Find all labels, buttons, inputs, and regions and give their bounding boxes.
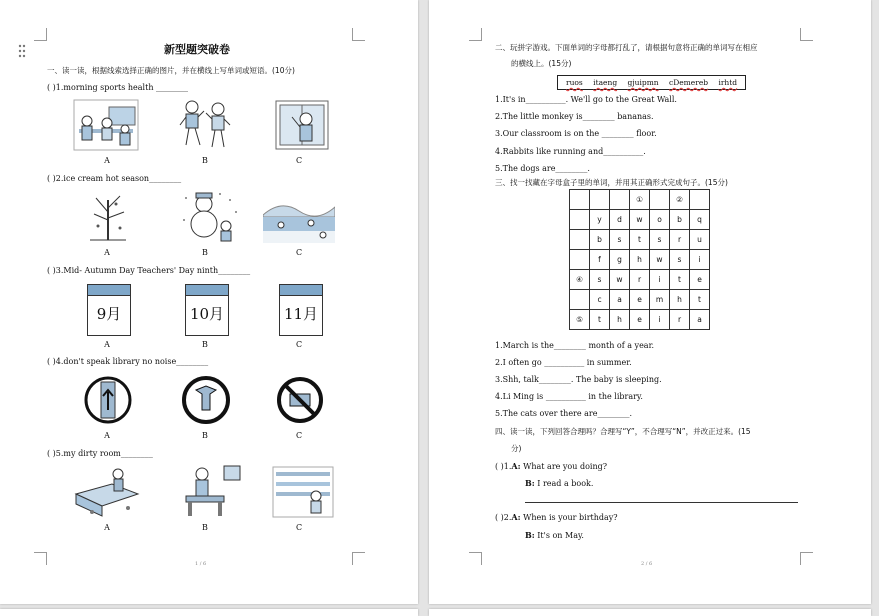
- dialog-1: ( )1.A: What are you doing?: [495, 461, 608, 471]
- scrambled-word: irhtd: [718, 78, 738, 87]
- grid-cell: [570, 290, 590, 310]
- section1-heading: 一、读一读，根据线索选择正确的图片，并在横线上写单词或短语。(10分): [47, 66, 295, 75]
- section3-item-2: 2.I often go __________ in summer.: [495, 358, 632, 367]
- classroom-picture: [73, 99, 139, 151]
- messy-room-picture: [72, 464, 142, 518]
- crop-mark: [800, 28, 813, 41]
- section2-heading: 二、玩拼字游戏。下面单词的字母都打乱了，请根据句意将正确的单词写在相应: [495, 43, 758, 52]
- grid-cell: i: [650, 310, 670, 330]
- option-b-label: B: [202, 248, 208, 257]
- dialog-1-answer: B: I read a book.: [525, 478, 594, 488]
- grid-cell: r: [670, 310, 690, 330]
- grid-cell: i: [690, 250, 710, 270]
- grid-cell: i: [650, 270, 670, 290]
- calendar-october-icon: 10月: [185, 284, 229, 336]
- calendar-november-icon: 11月: [279, 284, 323, 336]
- grid-cell: o: [650, 210, 670, 230]
- section4-heading: 四、读一读，下列回答合理吗？合理写“Y”，不合理写“N”，并改正过来。(15: [495, 427, 751, 436]
- supermarket-picture: [272, 466, 334, 518]
- exercising-kids-picture: [178, 99, 234, 151]
- grid-cell: [590, 190, 610, 210]
- grid-cell: d: [610, 210, 630, 230]
- no-noise-sign-icon: [276, 376, 324, 424]
- option-c-label: C: [295, 431, 303, 440]
- grid-cell: g: [610, 250, 630, 270]
- windy-tree-picture: [86, 190, 130, 242]
- option-b-label: B: [202, 156, 208, 165]
- section2-item-2: 2.The little monkey is________ bananas.: [495, 112, 654, 121]
- page-title: 新型题突破卷: [164, 43, 230, 56]
- grid-cell: s: [650, 230, 670, 250]
- grid-cell: h: [670, 290, 690, 310]
- grid-cell: y: [590, 210, 610, 230]
- document-page-3-top: [0, 609, 418, 616]
- grid-cell: [570, 190, 590, 210]
- document-page-4-top: [429, 609, 871, 616]
- grid-cell: t: [590, 310, 610, 330]
- grid-cell: ②: [670, 190, 690, 210]
- grid-cell: s: [590, 270, 610, 290]
- grid-cell: r: [630, 270, 650, 290]
- section2-item-5: 5.The dogs are________.: [495, 164, 590, 173]
- crop-mark: [34, 28, 47, 41]
- scrambled-word: ruos: [566, 78, 583, 87]
- page-number: 2 / 6: [641, 561, 653, 567]
- question-4: ( )4.don't speak library no noise________: [47, 357, 209, 366]
- question-3: ( )3.Mid- Autumn Day Teachers' Day ninth________: [47, 266, 251, 275]
- grid-cell: [610, 190, 630, 210]
- arrow-sign-icon: [84, 376, 132, 424]
- section3-item-5: 5.The cats over there are________.: [495, 409, 633, 418]
- grid-cell: e: [630, 290, 650, 310]
- section3-item-4: 4.Li Ming is __________ in the library.: [495, 392, 643, 401]
- option-c-label: C: [295, 156, 303, 165]
- answer-line[interactable]: [525, 502, 798, 503]
- grid-cell: ④: [570, 270, 590, 290]
- grid-cell: [570, 210, 590, 230]
- stamp-sign-icon: [182, 376, 230, 424]
- grid-cell: m: [650, 290, 670, 310]
- document-page-2: [429, 0, 871, 604]
- grid-cell: u: [690, 230, 710, 250]
- grid-cell: f: [590, 250, 610, 270]
- grid-cell: ⑤: [570, 310, 590, 330]
- grid-cell: b: [670, 210, 690, 230]
- grid-cell: w: [650, 250, 670, 270]
- question-1: ( )1.morning sports health ________: [47, 83, 189, 92]
- document-page-1: [0, 0, 418, 604]
- option-c-label: C: [295, 523, 303, 532]
- drag-handle-icon[interactable]: [18, 44, 26, 58]
- section3-heading: 三、找一找藏在字母盒子里的单词，并用其正确形式完成句子。(15分): [495, 178, 728, 187]
- grid-cell: s: [670, 250, 690, 270]
- letter-grid: [569, 189, 710, 330]
- beach-picture: [263, 193, 335, 243]
- grid-cell: c: [590, 290, 610, 310]
- crop-mark: [800, 552, 813, 565]
- question-5: ( )5.my dirty room________: [47, 449, 153, 458]
- grid-cell: h: [610, 310, 630, 330]
- scrambled-word-box: [557, 75, 746, 90]
- crop-mark: [34, 552, 47, 565]
- option-a-label: A: [104, 156, 110, 165]
- window-boy-picture: [274, 99, 330, 151]
- option-a-label: A: [104, 248, 110, 257]
- dialog-2: ( )2.A: When is your birthday?: [495, 512, 618, 522]
- option-b-label: B: [202, 431, 208, 440]
- grid-cell: [570, 230, 590, 250]
- option-c-label: C: [295, 340, 303, 349]
- option-b-label: B: [202, 340, 208, 349]
- crop-mark: [469, 552, 482, 565]
- section3-item-3: 3.Shh, talk________. The baby is sleeping.: [495, 375, 662, 384]
- grid-cell: [690, 190, 710, 210]
- grid-cell: w: [610, 270, 630, 290]
- grid-cell: e: [690, 270, 710, 290]
- question-2: ( )2.ice cream hot season________: [47, 174, 182, 183]
- crop-mark: [352, 552, 365, 565]
- dialog-2-answer: B: It's on May.: [525, 530, 584, 540]
- grid-cell: w: [630, 210, 650, 230]
- grid-cell: s: [610, 230, 630, 250]
- option-a-label: A: [104, 340, 110, 349]
- page-number: 1 / 6: [195, 561, 207, 567]
- option-c-label: C: [295, 248, 303, 257]
- section2-item-1: 1.It's in__________. We'll go to the Great Wall.: [495, 95, 677, 104]
- section2-heading-cont: 的横线上。(15分): [511, 59, 572, 68]
- scrambled-word: itaeng: [593, 78, 618, 87]
- grid-cell: a: [690, 310, 710, 330]
- grid-cell: t: [690, 290, 710, 310]
- option-a-label: A: [104, 523, 110, 532]
- grid-cell: [650, 190, 670, 210]
- grid-cell: ①: [630, 190, 650, 210]
- crop-mark: [469, 28, 482, 41]
- section3-item-1: 1.March is the________ month of a year.: [495, 341, 655, 350]
- grid-cell: t: [630, 230, 650, 250]
- option-b-label: B: [202, 523, 208, 532]
- option-a-label: A: [104, 431, 110, 440]
- section2-item-4: 4.Rabbits like running and__________.: [495, 147, 646, 156]
- calendar-september-icon: 9月: [87, 284, 131, 336]
- grid-cell: h: [630, 250, 650, 270]
- grid-cell: t: [670, 270, 690, 290]
- grid-cell: [570, 250, 590, 270]
- grid-cell: r: [670, 230, 690, 250]
- section2-item-3: 3.Our classroom is on the ________ floor.: [495, 129, 657, 138]
- girl-desk-picture: [178, 462, 244, 518]
- snowman-picture: [180, 190, 242, 242]
- section4-heading-cont: 分): [511, 444, 522, 453]
- grid-cell: q: [690, 210, 710, 230]
- grid-cell: a: [610, 290, 630, 310]
- crop-mark: [352, 28, 365, 41]
- grid-cell: e: [630, 310, 650, 330]
- scrambled-word: gjuipmn: [627, 78, 659, 87]
- scrambled-word: cDemereb: [669, 78, 709, 87]
- grid-cell: b: [590, 230, 610, 250]
